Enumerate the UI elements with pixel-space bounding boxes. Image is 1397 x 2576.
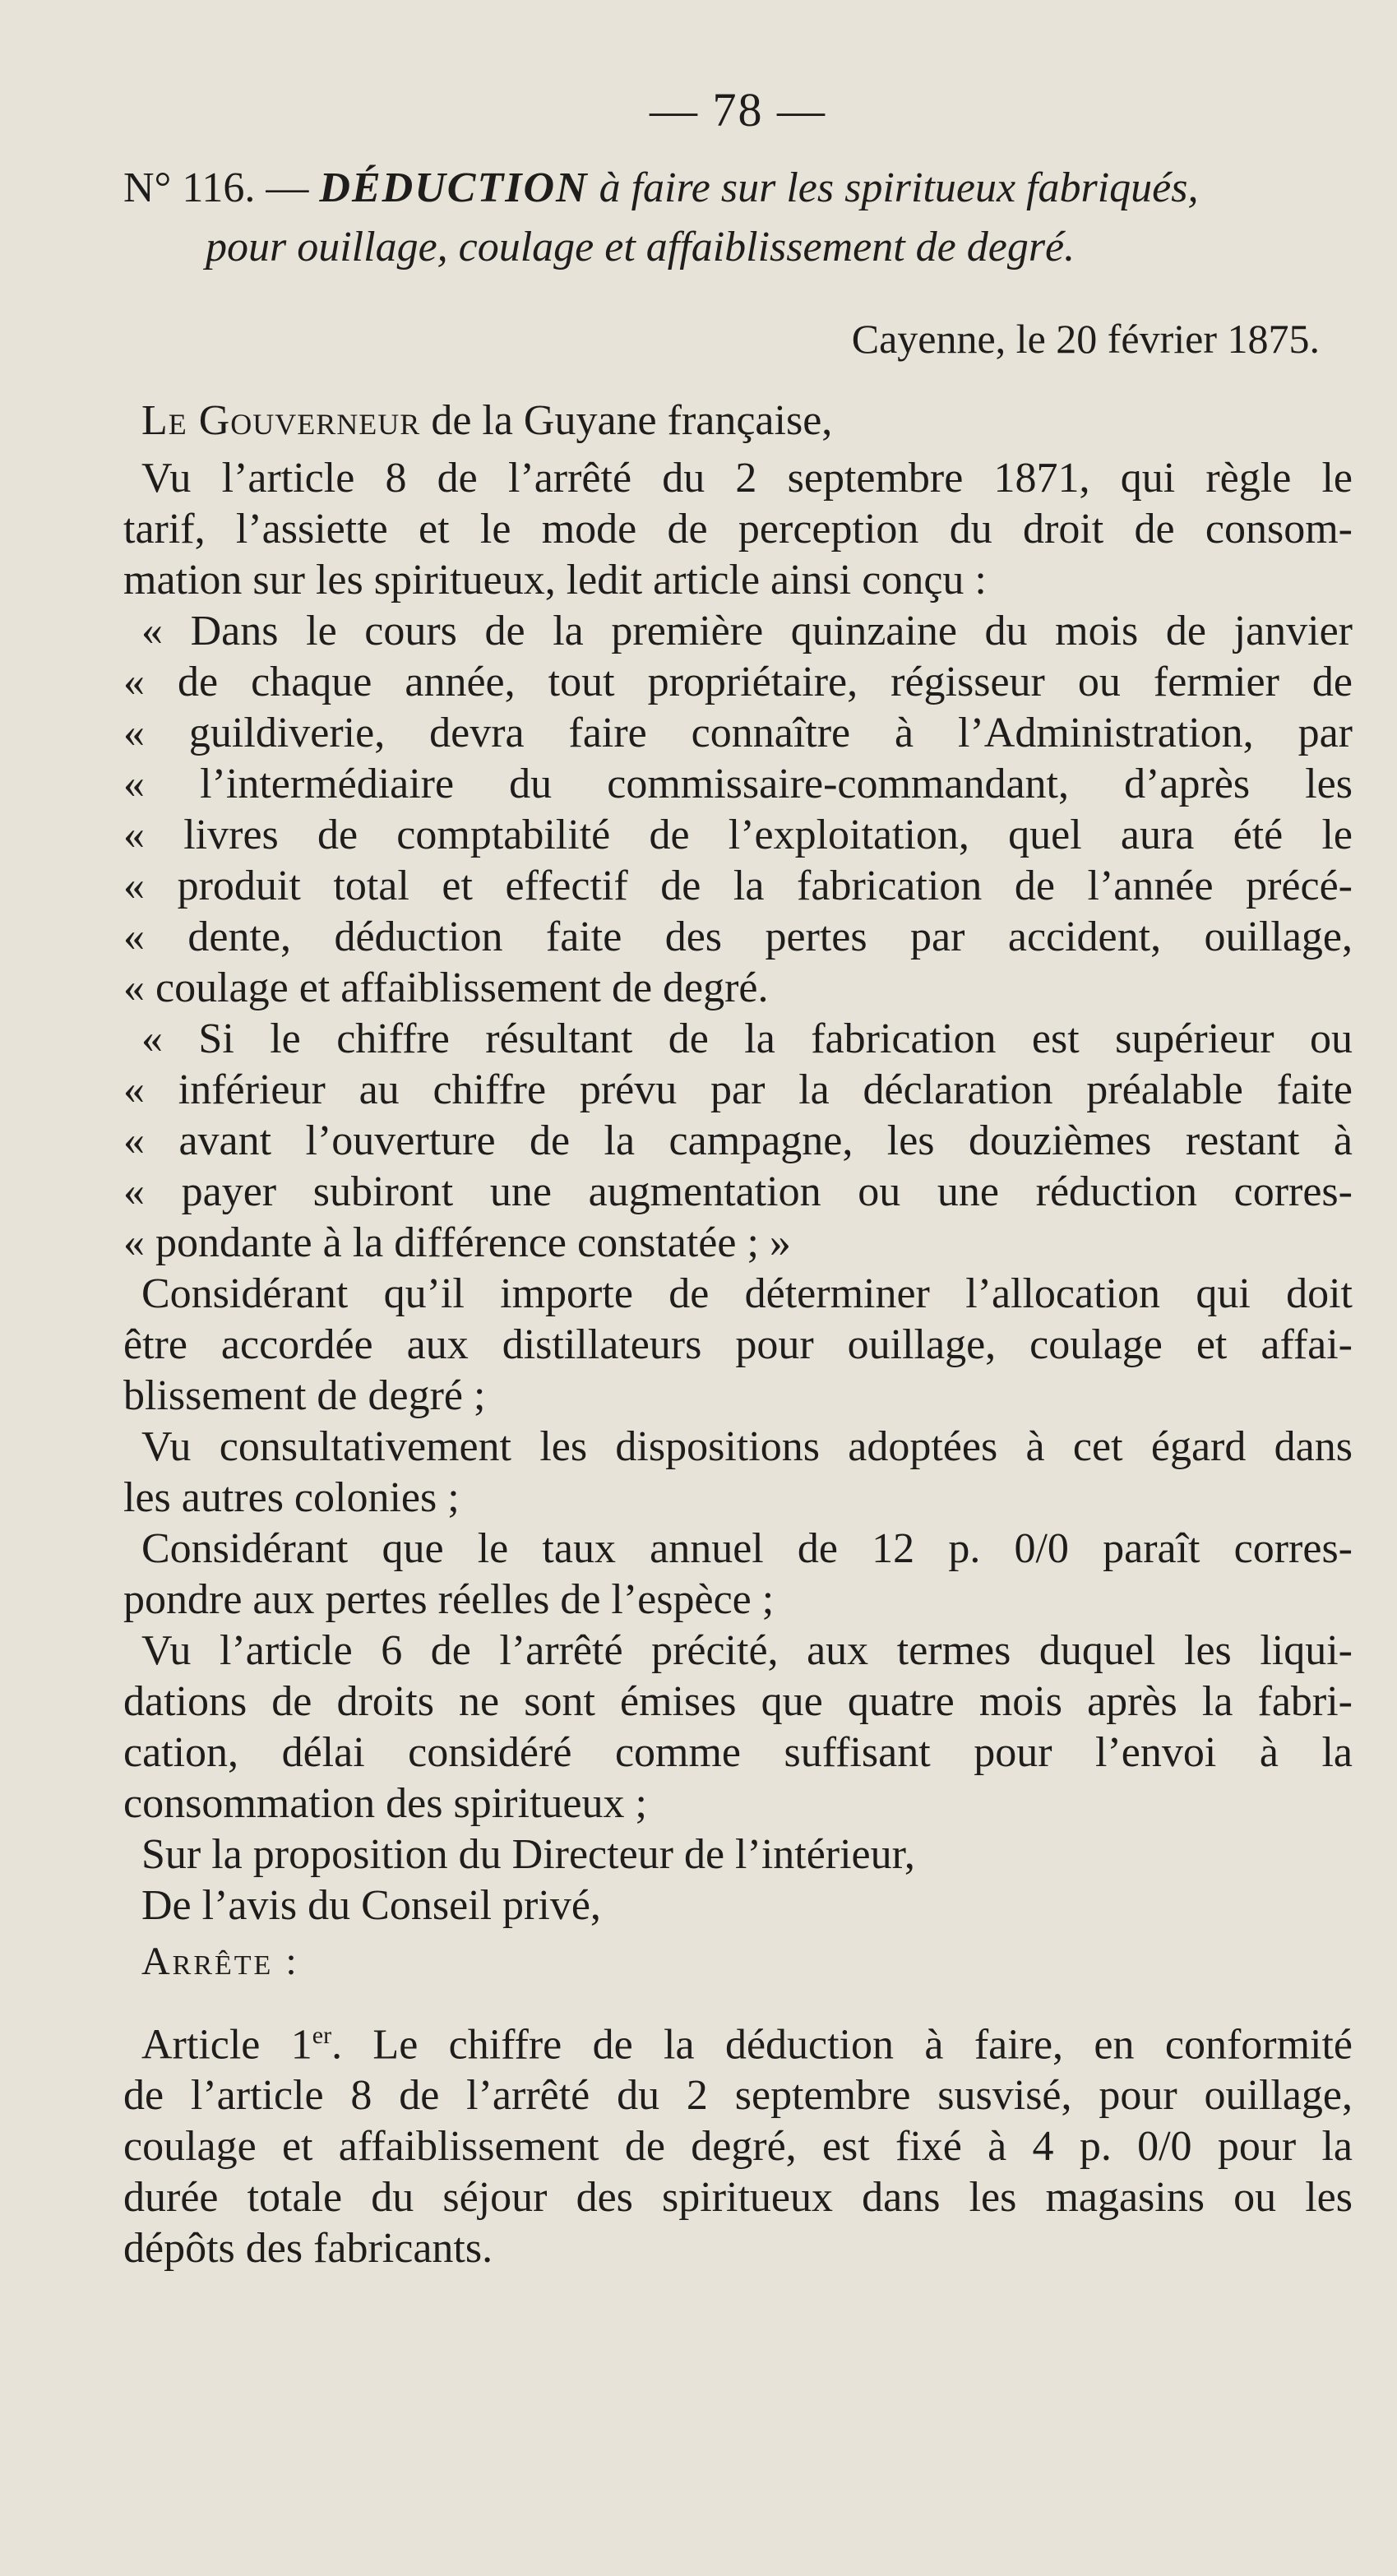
body-line: cation, délai considéré comme suffisant pour l’envoi à la [123,1729,1353,1776]
body-line: « livres de comptabilité de l’exploitation, quel aura été le [123,812,1353,858]
body-line: « de chaque année, tout propriétaire, régisseur ou fermier de [123,659,1353,705]
dateline: Cayenne, le 20 février 1875. [851,316,1320,362]
article-line: dépôts des fabricants. [123,2225,493,2273]
article-label: Article 1 [141,2021,312,2069]
body-line: « l’intermédiaire du commissaire-commandant, d’après les [123,761,1353,807]
body-line: blissement de degré ; [123,1372,486,1419]
body-line: De l’avis du Conseil privé, [141,1882,601,1929]
decree-title-keyword: DÉDUCTION [319,164,589,211]
decree-heading [123,159,1353,218]
article-ordinal: er [312,2022,332,2049]
body-line: Vu l’article 8 de l’arrêté du 2 septembre 1871, qui règle le [141,455,1353,502]
governor-caps: Le Gouverneur [141,397,421,444]
body-line: « pondante à la différence constatée ; » [123,1219,791,1266]
body-line: « Si le chiffre résultant de la fabrication est supérieur ou [141,1015,1353,1062]
article-line: durée totale du séjour des spiritueux dans les magasins ou les [123,2174,1353,2222]
body-line: « avant l’ouverture de la campagne, les douzièmes restant à [123,1117,1353,1164]
body-line: tarif, l’assiette et le mode de perception du droit de consom- [123,506,1353,553]
body-line: Vu consultativement les dispositions adoptées à cet égard dans [141,1423,1353,1470]
article-line: de l’article 8 de l’arrêté du 2 septembre susvisé, pour ouillage, [123,2072,1353,2120]
body-line: « inférieur au chiffre prévu par la déclaration préalable faite [123,1066,1353,1113]
decree-title: à faire sur les spiritueux fabriqués, [599,164,1199,211]
body-line: « guildiverie, devra faire connaître à l’Administration, par [123,710,1353,756]
decree-number: N° 116. — [123,164,309,211]
body-line: « produit total et effectif de la fabrication de l’année précé- [123,863,1353,909]
body-line: dations de droits ne sont émises que quatre mois après la fabri- [123,1678,1353,1725]
body-line: être accordée aux distillateurs pour ouillage, coulage et affai- [123,1321,1353,1368]
body-line: Sur la proposition du Directeur de l’intérieur, [141,1831,915,1878]
arrete-heading: Arrête : [141,1940,299,1983]
page-number: — 78 — [650,83,826,136]
intro-rest: de la Guyane française, [431,397,833,444]
body-line: consommation des spiritueux ; [123,1780,647,1827]
page-content [123,82,1353,2274]
body-line: « Dans le cours de la première quinzaine du mois de janvier [141,608,1353,654]
article-line: coulage et affaiblissement de degré, est fixé à 4 p. 0/0 pour la [123,2123,1353,2171]
article-text: . Le chiffre de la déduction à faire, en conformité [331,2021,1353,2069]
body-line: Considérant que le taux annuel de 12 p. 0/0 paraît corres- [141,1525,1353,1572]
body-line: pondre aux pertes réelles de l’espèce ; [123,1576,775,1623]
article-first-line [123,2010,1353,2070]
body-line: Considérant qu’il importe de déterminer l’allocation qui doit [141,1270,1353,1317]
body-line: « coulage et affaiblissement de degré. [123,964,769,1011]
decree-title-line-2: pour ouillage, coulage et affaiblissement de degré. [206,224,1076,271]
body-line: « dente, déduction faite des pertes par accident, ouillage, [123,913,1353,960]
intro-line [123,395,1353,446]
body-line: les autres colonies ; [123,1474,460,1521]
body-line: mation sur les spiritueux, ledit article ainsi conçu : [123,557,987,604]
body-line: « payer subiront une augmentation ou une réduction corres- [123,1168,1353,1215]
body-line: Vu l’article 6 de l’arrêté précité, aux termes duquel les liqui- [141,1627,1353,1674]
